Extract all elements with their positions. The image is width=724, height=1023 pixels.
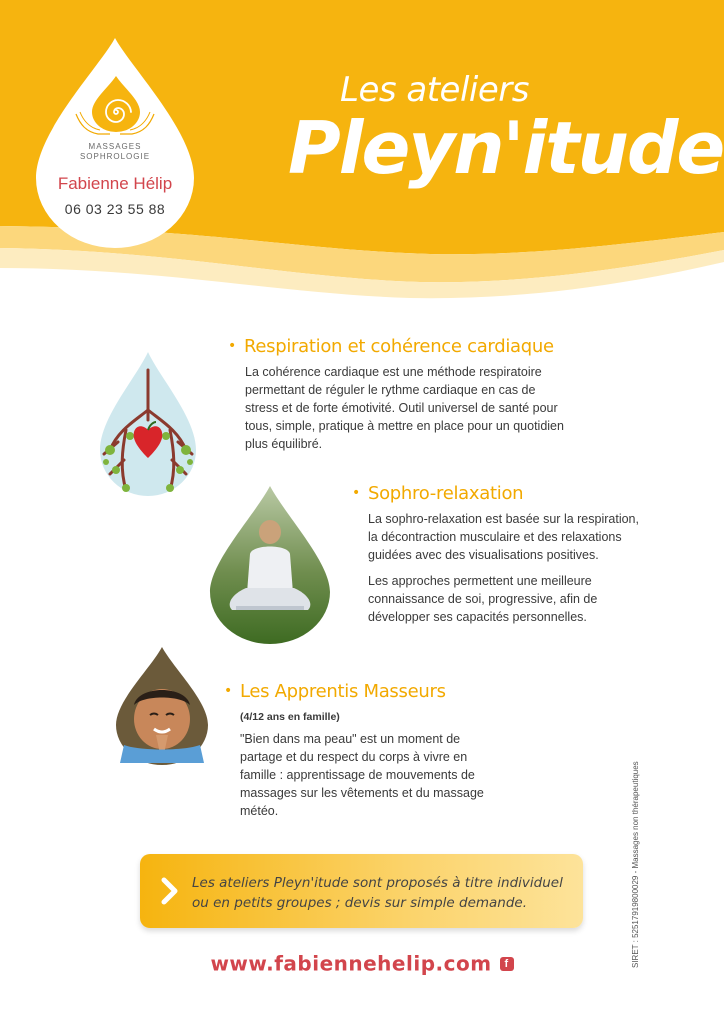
section-respiration-title: • Respiration et cohérence cardiaque	[228, 336, 554, 357]
meditation-photo	[206, 484, 334, 646]
section-respiration-body	[245, 363, 565, 461]
section-respiration-title-text: Respiration et cohérence cardiaque	[243, 336, 554, 357]
section-sophro-title: • Sophro-relaxation	[352, 483, 524, 504]
logo-line-massages: MASSAGES	[88, 142, 142, 151]
website-link[interactable]: www.fabiennehelip.com	[210, 951, 492, 976]
hero-title-small: Les ateliers	[340, 70, 529, 110]
info-banner	[140, 854, 583, 928]
hero-title-big: Pleyn'itude	[288, 106, 724, 190]
logo-line-sophrologie: SOPHROLOGIE	[79, 152, 151, 161]
section-sophro-paragraph-1: La sophro-relaxation est basée sur la respiration, la décontraction musculaire et des relaxations guidées avec des visualisations positives.	[368, 512, 639, 562]
lungs-tree-image	[96, 350, 200, 500]
chevron-right-icon	[160, 876, 180, 906]
section-sophro-body	[368, 510, 640, 634]
section-masseurs-title-text: Les Apprentis Masseurs	[239, 681, 446, 702]
child-photo	[110, 645, 214, 767]
section-sophro-title-text: Sophro-relaxation	[367, 483, 524, 504]
logo-phone: 06 03 23 55 88	[64, 201, 166, 217]
hands-icon	[72, 110, 158, 140]
section-masseurs-title: • Les Apprentis Masseurs	[224, 681, 446, 702]
section-masseurs-subtitle: (4/12 ans en famille)	[240, 711, 340, 723]
siret-note: SIRET : 52517919800029 - Massages non thérapeutiques	[631, 761, 640, 968]
facebook-icon[interactable]: f	[500, 957, 514, 971]
section-sophro-paragraph-2: Les approches permettent une meilleure connaissance de soi, progressive, afin de développer ses capacités personnelles.	[368, 574, 598, 624]
website-line	[0, 950, 724, 976]
section-respiration-paragraph: La cohérence cardiaque est une méthode respiratoire permettant de réguler le rythme cardiaque en cas de stress et de forte émotivité. Outil universel de santé pour tous, simple, pratique à mettre en place pour un quotidien plus équilibré.	[245, 365, 564, 451]
section-masseurs-paragraph: "Bien dans ma peau" est un moment de partage et du respect du corps à vivre en famille : apprentissage de mouvements de massages sur les vêtements et du massage météo.	[240, 732, 484, 818]
logo-name: Fabienne Hélip	[57, 174, 173, 193]
banner-text: Les ateliers Pleyn'itude sont proposés à titre individuel ou en petits groupes ; devis sur simple demande.	[192, 875, 563, 911]
logo-text	[40, 142, 190, 217]
section-masseurs-body	[240, 730, 496, 828]
